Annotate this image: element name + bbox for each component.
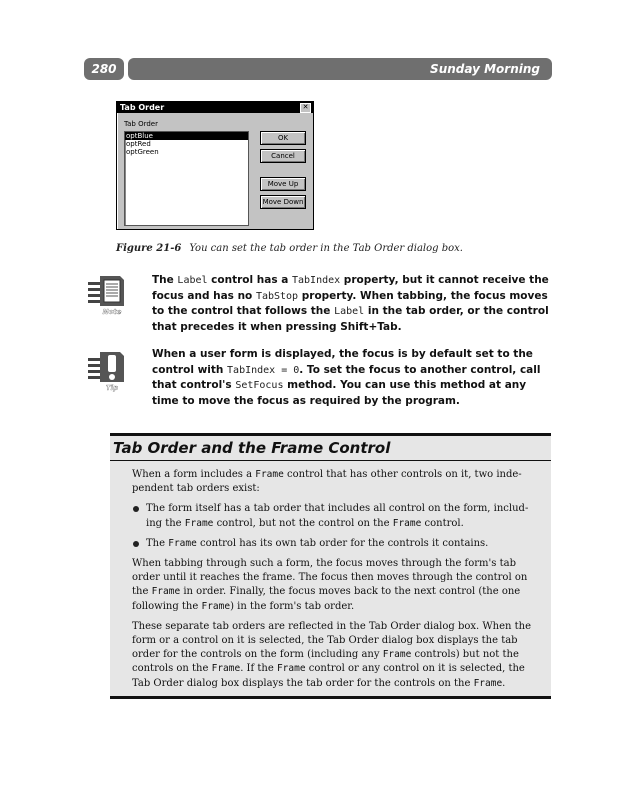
tab-order-dialog (116, 101, 314, 230)
close-icon[interactable]: ✕ (300, 103, 311, 113)
dialog-title: Tab Order (120, 103, 165, 112)
header-bar (128, 58, 552, 80)
ok-button[interactable]: OK (260, 131, 306, 145)
dialog-titlebar (117, 102, 313, 113)
figure-caption (116, 243, 463, 254)
tab-order-list[interactable] (124, 131, 249, 226)
note-icon-label: Note (102, 308, 122, 316)
list-item[interactable]: optRed (126, 140, 151, 148)
figure-number: Figure 21-6 (116, 243, 182, 254)
page-header (84, 58, 552, 80)
note-text: The Label control has a TabIndex property, but it cannot receive the focus and has no TabStop property. When tabbing, the focus moves to the control that follows the Label in the tab order, or the control that precedes it when pressing Shift+Tab. (152, 274, 549, 333)
tip-icon-label: Tip (105, 384, 119, 392)
note-icon (84, 272, 128, 316)
tip-text: When a user form is displayed, the focus is by default set to the control with TabIndex = 0. To set the focus to another control, call that control's SetFocus method. You can use this method at any time to move the focus as required by the program. (152, 348, 541, 407)
list-item[interactable]: optBlue (125, 132, 248, 140)
sidebar-divider (110, 460, 551, 461)
sidebar-paragraph: When tabbing through such a form, the focus moves through the form's tab order until it reaches the frame. The focus then moves through the control on the Frame in order. Finally, the focus moves back to the next control (the one following the Frame) in the form's tab order. (132, 558, 528, 612)
sidebar-paragraph: These separate tab orders are reflected in the Tab Order dialog box. When the form or a control on it is selected, the Tab Order dialog box displays the tab order for the controls on the form (including any Frame controls) but not the controls on the Frame. If the Frame control or any control on it is selected, the Tab Order dialog box displays the tab order for the controls on the Frame. (132, 620, 532, 689)
move-down-button[interactable]: Move Down (260, 195, 306, 209)
bullet-item: The form itself has a tab order that includes all control on the form, includ-ing the Frame control, but not the control on the Frame control. (132, 502, 532, 530)
sidebar-paragraph: When a form includes a Frame control that has other controls on it, two inde-pendent tab orders exist: (132, 469, 522, 495)
sidebar-title: Tab Order and the Frame Control (113, 439, 391, 457)
move-up-button[interactable]: Move Up (260, 177, 306, 191)
page-number: 280 (84, 58, 124, 80)
tab-order-label: Tab Order (124, 120, 158, 128)
list-item[interactable]: optGreen (126, 148, 159, 156)
sidebar-body (132, 468, 532, 697)
tip-icon (84, 348, 128, 392)
sidebar-box (110, 433, 551, 699)
cancel-button[interactable]: Cancel (260, 149, 306, 163)
caption-text: You can set the tab order in the Tab Order dialog box. (189, 243, 463, 254)
bullet-item: The Frame control has its own tab order for the controls it contains. (132, 537, 532, 551)
running-title: Sunday Morning (430, 62, 540, 76)
